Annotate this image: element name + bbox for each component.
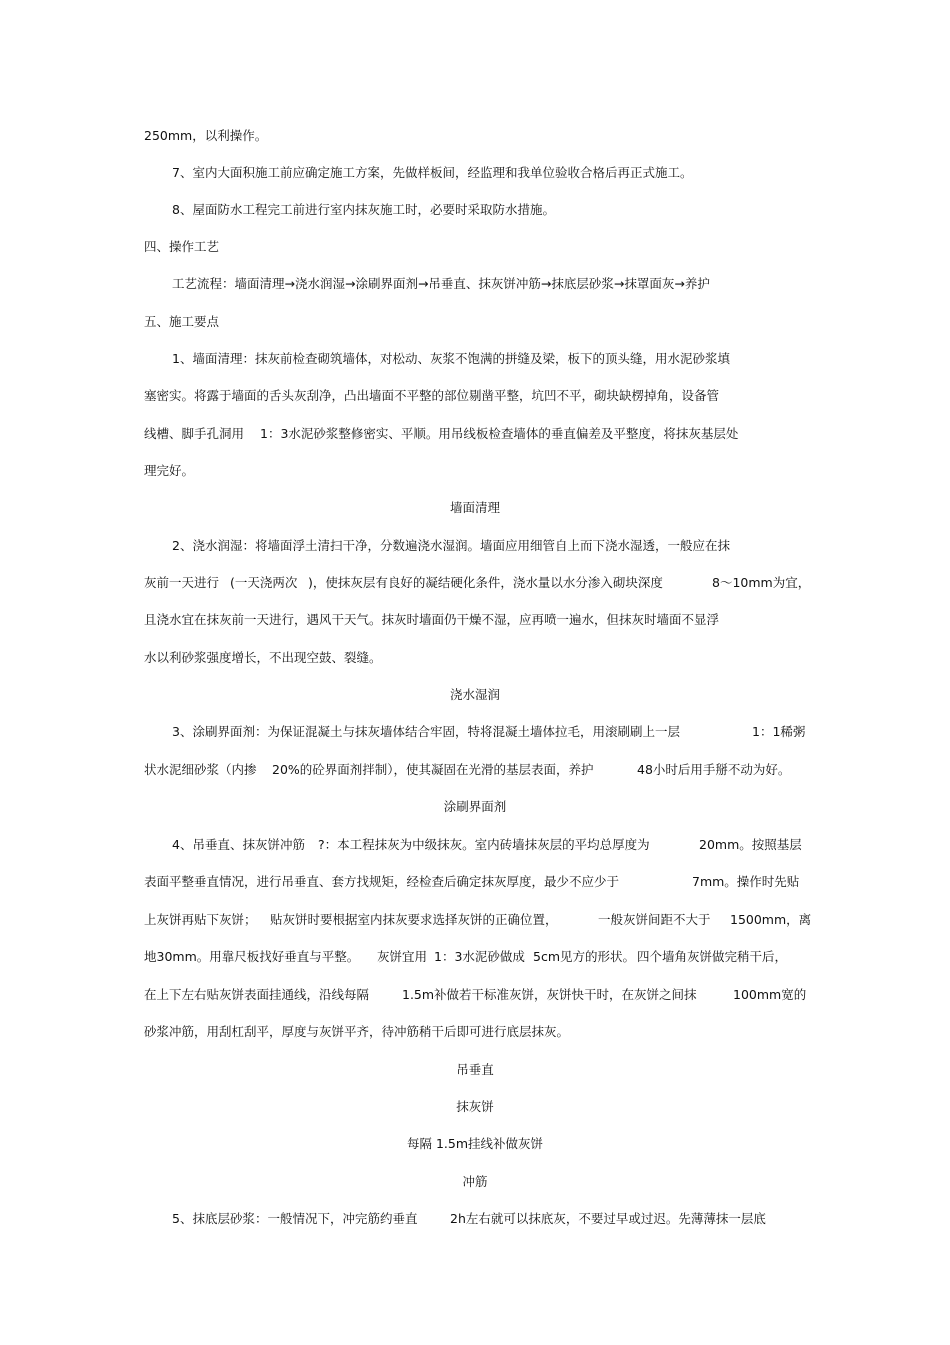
paragraph-line: ?：本工程抹灰为中级抹灰。室内砖墙抹灰层的平均总厚度为	[318, 837, 650, 852]
paragraph-line: 3、涂刷界面剂：为保证混凝土与抹灰墙体结合牢固，特将混凝土墙体拉毛，用滚刷刷上一层	[172, 724, 680, 739]
figure-caption: 吊垂直	[456, 1062, 494, 1077]
paragraph-line: 8、屋面防水工程完工前进行室内抹灰施工时，必要时采取防水措施。	[172, 202, 555, 217]
figure-caption: 涂刷界面剂	[443, 799, 507, 814]
paragraph-line: 2、浇水润湿：将墙面浮土清扫干净，分数遍浇水湿润。墙面应用细管自上而下浇水湿透，一般应在抹	[172, 538, 730, 553]
figure-caption: 每隔 1.5m挂线补做灰饼	[406, 1136, 544, 1151]
paragraph-line: 7、室内大面积施工前应确定施工方案，先做样板间，经监理和我单位验收合格后再正式施工。	[172, 165, 693, 180]
paragraph-line: (一天浇两次	[230, 575, 298, 590]
paragraph-line: 4、吊垂直、抹灰饼冲筋	[172, 837, 305, 852]
section-heading: 四、操作工艺	[144, 239, 220, 254]
paragraph-line: 理完好。	[144, 463, 195, 478]
paragraph-line: 100mm宽的	[733, 987, 807, 1002]
paragraph-line: 一般灰饼间距不大于	[598, 912, 711, 927]
paragraph-line: 8～10mm为宜，	[712, 575, 811, 590]
paragraph-line: 48小时后用手掰不动为好。	[637, 762, 791, 777]
paragraph-line: 20%的砼界面剂拌制），使其凝固在光滑的基层表面，养护	[272, 762, 594, 777]
paragraph-line: 2h左右就可以抹底灰，不要过早或过迟。先薄薄抹一层底	[450, 1211, 766, 1226]
paragraph-line: 灰前一天进行	[144, 575, 220, 590]
figure-caption: 墙面清理	[449, 500, 500, 515]
paragraph-line: 地30mm。用靠尺板找好垂直与平整。	[144, 949, 360, 964]
figure-caption: 冲筋	[462, 1174, 488, 1189]
paragraph-line: 工艺流程：墙面清理→浇水润湿→涂刷界面剂→吊垂直、抹灰饼冲筋→抹底层砂浆→抹罩面灰→养护	[172, 276, 710, 291]
figure-caption: 浇水湿润	[449, 687, 500, 702]
paragraph-line: 且浇水宜在抹灰前一天进行，遇风干天气。抹灰时墙面仍干燥不湿，应再喷一遍水，但抹灰时墙面不显浮	[144, 612, 720, 627]
paragraph-line: 7mm。操作时先贴	[692, 874, 800, 889]
paragraph-line: 在上下左右贴灰饼表面挂通线，沿线每隔	[144, 987, 370, 1002]
figure-caption: 抹灰饼	[456, 1099, 494, 1114]
paragraph-line: 砂浆冲筋，用刮杠刮平，厚度与灰饼平齐，待冲筋稍干后即可进行底层抹灰。	[144, 1024, 570, 1039]
paragraph-line: 贴灰饼时要根据室内抹灰要求选择灰饼的正确位置，	[270, 912, 558, 927]
paragraph-line: 20mm。按照基层	[699, 837, 802, 852]
paragraph-line: )，使抹灰层有良好的凝结硬化条件，浇水量以水分渗入砌块深度	[308, 575, 663, 590]
paragraph-line: 5cm见方的形状。	[533, 949, 636, 964]
paragraph-line: 塞密实。将露于墙面的舌头灰刮净，凸出墙面不平整的部位剔凿平整，坑凹不平，砌块缺楞掉角，设备管	[144, 388, 720, 403]
paragraph-line: 1：1稀粥	[752, 724, 806, 739]
paragraph-line: 灰饼宜用	[377, 949, 428, 964]
paragraph-line: 四个墙角灰饼做完稍干后，	[637, 949, 788, 964]
paragraph-line: 状水泥细砂浆（内掺	[144, 762, 257, 777]
paragraph-line: 表面平整垂直情况，进行吊垂直、套方找规矩，经检查后确定抹灰厚度，最少不应少于	[144, 874, 620, 889]
paragraph-line: 1、墙面清理：抹灰前检查砌筑墙体，对松动、灰浆不饱满的拼缝及梁，板下的顶头缝，用水泥砂浆填	[172, 351, 730, 366]
paragraph-line: 1500mm，离	[730, 912, 812, 927]
paragraph-line: 线槽、脚手孔洞用	[144, 426, 245, 441]
paragraph-line: 1：3水泥砂浆整修密实、平顺。用吊线板检查墙体的垂直偏差及平整度，将抹灰基层处	[260, 426, 739, 441]
paragraph-line: 1：3水泥砂做成	[434, 949, 525, 964]
paragraph-line: 250mm，以利操作。	[144, 128, 268, 143]
section-heading: 五、施工要点	[144, 314, 220, 329]
paragraph-line: 水以利砂浆强度增长，不出现空鼓、裂缝。	[144, 650, 382, 665]
paragraph-line: 5、抹底层砂浆：一般情况下，冲完筋约垂直	[172, 1211, 418, 1226]
paragraph-line: 上灰饼再贴下灰饼；	[144, 912, 257, 927]
paragraph-line: 1.5m补做若干标准灰饼，灰饼快干时，在灰饼之间抹	[402, 987, 697, 1002]
